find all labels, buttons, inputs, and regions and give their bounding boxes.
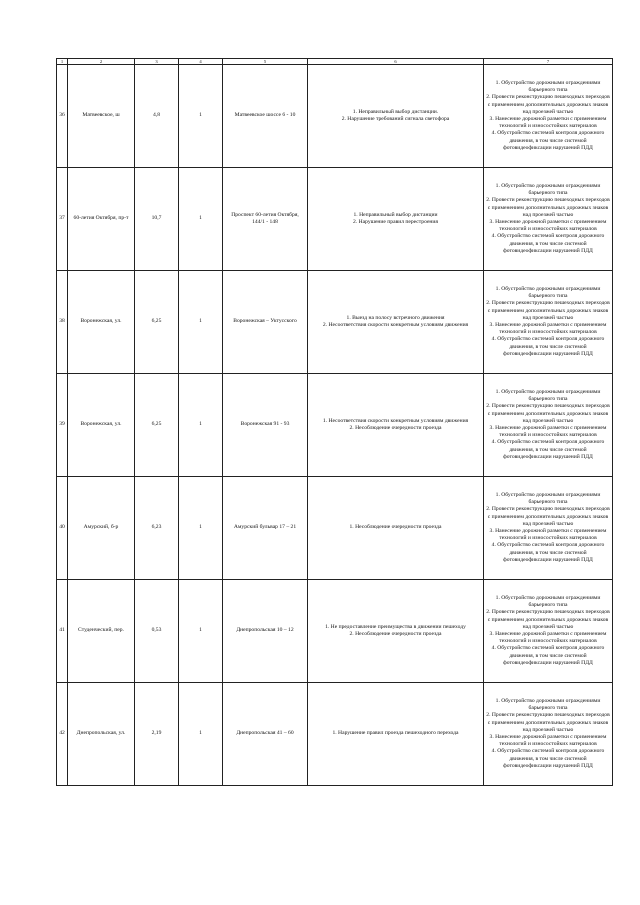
accident-reasons	[308, 580, 484, 683]
table-row	[57, 374, 613, 477]
reason-item: 1. Нарушение правил проезда пешеходного перехода	[332, 730, 459, 737]
accident-reasons	[308, 65, 484, 168]
accident-reasons	[308, 271, 484, 374]
accident-location: Воронежская 91 - 93	[223, 374, 308, 477]
row-number: 36	[57, 65, 68, 168]
measure-item: 2. Провести реконструкцию пешеходных переходов с применением дополнительных дорожных знаков над проезжей частью	[486, 609, 610, 630]
accident-reasons	[308, 477, 484, 580]
reason-item: 2. Несоблюдение очередности проезда	[349, 425, 442, 431]
measure-item: 4. Обустройство системой контроля дорожного движения, в том числе системой фотовидеофиксации нарушений ПДД	[491, 542, 605, 563]
accident-count: 1	[179, 477, 223, 580]
accident-location: Матвеевское шоссе 6 - 10	[223, 65, 308, 168]
street-length: 6,25	[135, 271, 179, 374]
measure-item: 3. Нанесение дорожной разметки с применением технологий и износостойких материалов	[489, 219, 607, 233]
column-number: 4	[179, 59, 223, 65]
accident-count: 1	[179, 271, 223, 374]
row-number: 37	[57, 168, 68, 271]
measure-item: 1. Обустройство дорожными ограждениями барьерного типа	[495, 491, 601, 506]
measure-item: 2. Провести реконструкцию пешеходных переходов с применением дополнительных дорожных знаков над проезжей частью	[486, 712, 610, 733]
table-row	[57, 65, 613, 168]
measure-item: 3. Нанесение дорожной разметки с применением технологий и износостойких материалов	[489, 734, 607, 748]
reason-item: 2. Несоблюдение очередности проезда	[349, 631, 442, 637]
street-length: 10,7	[135, 168, 179, 271]
table-row	[57, 683, 613, 786]
accident-reasons	[308, 683, 484, 786]
street-name: Амурский, б-р	[68, 477, 135, 580]
measure-item: 1. Обустройство дорожными ограждениями барьерного типа	[495, 182, 601, 197]
measure-item: 2. Провести реконструкцию пешеходных переходов с применением дополнительных дорожных знаков над проезжей частью	[486, 197, 610, 218]
street-name: Днепропольская, ул.	[68, 683, 135, 786]
column-number: 2	[68, 59, 135, 65]
measure-item: 4. Обустройство системой контроля дорожного движения, в том числе системой фотовидеофиксации нарушений ПДД	[491, 336, 605, 357]
column-number: 1	[57, 59, 68, 65]
measure-item: 1. Обустройство дорожными ограждениями барьерного типа	[495, 285, 601, 300]
accident-location: Проспект 60-летия Октября, 144/1 - 148	[223, 168, 308, 271]
street-name: Матвеевское, ш	[68, 65, 135, 168]
reason-item: 2. Нарушение требований сигнала светофора	[341, 116, 450, 122]
measure-item: 4. Обустройство системой контроля дорожного движения, в том числе системой фотовидеофиксации нарушений ПДД	[491, 233, 605, 254]
street-length: 0,53	[135, 580, 179, 683]
accident-reasons	[308, 168, 484, 271]
street-name: Студенческий, пер.	[68, 580, 135, 683]
accident-count: 1	[179, 65, 223, 168]
table-row	[57, 477, 613, 580]
street-length: 6,23	[135, 477, 179, 580]
accident-location: Воронежская – Уктусского	[223, 271, 308, 374]
table-row	[57, 168, 613, 271]
planned-measures	[484, 683, 613, 786]
planned-measures	[484, 477, 613, 580]
measure-item: 2. Провести реконструкцию пешеходных переходов с применением дополнительных дорожных знаков над проезжей частью	[486, 300, 610, 321]
column-number: 3	[135, 59, 179, 65]
table-row	[57, 580, 613, 683]
measure-item: 1. Обустройство дорожными ограждениями барьерного типа	[495, 79, 601, 94]
row-number: 38	[57, 271, 68, 374]
measure-item: 3. Нанесение дорожной разметки с применением технологий и износостойких материалов	[489, 425, 607, 439]
street-name: 60-летия Октября, пр-т	[68, 168, 135, 271]
reason-item: 1. Не предоставление преимущества в движении пешеходу	[325, 623, 466, 630]
street-name: Воронежская, ул.	[68, 271, 135, 374]
row-number: 40	[57, 477, 68, 580]
column-number: 6	[308, 59, 484, 65]
measure-item: 1. Обустройство дорожными ограждениями барьерного типа	[495, 388, 601, 403]
measure-item: 4. Обустройство системой контроля дорожного движения, в том числе системой фотовидеофиксации нарушений ПДД	[491, 748, 605, 769]
accident-sites-table	[56, 58, 613, 786]
measure-item: 3. Нанесение дорожной разметки с применением технологий и износостойких материалов	[489, 528, 607, 542]
accident-count: 1	[179, 374, 223, 477]
accident-count: 1	[179, 683, 223, 786]
reason-item: 2. Несоответствия скорости конкретным условиям движения	[322, 322, 469, 328]
reason-item: 1. Выезд на полосу встречного движения	[346, 314, 445, 321]
reason-item: 1. Неправильный выбор дистанции.	[352, 108, 439, 115]
planned-measures	[484, 65, 613, 168]
reason-item: 1. Неправильный выбор дистанции	[353, 211, 438, 218]
measure-item: 2. Провести реконструкцию пешеходных переходов с применением дополнительных дорожных знаков над проезжей частью	[486, 403, 610, 424]
measure-item: 3. Нанесение дорожной разметки с применением технологий и износостойких материалов	[489, 322, 607, 336]
row-number: 42	[57, 683, 68, 786]
row-number: 41	[57, 580, 68, 683]
reason-item: 2. Нарушение правил перестроения	[353, 219, 438, 225]
street-length: 6,25	[135, 374, 179, 477]
accident-location: Днепропольская 10 – 12	[223, 580, 308, 683]
planned-measures	[484, 374, 613, 477]
accident-reasons	[308, 374, 484, 477]
measure-item: 4. Обустройство системой контроля дорожного движения, в том числе системой фотовидеофиксации нарушений ПДД	[491, 130, 605, 151]
accident-count: 1	[179, 168, 223, 271]
column-number: 7	[484, 59, 613, 65]
street-name: Воронежская, ул.	[68, 374, 135, 477]
accident-count: 1	[179, 580, 223, 683]
row-number: 39	[57, 374, 68, 477]
measure-item: 2. Провести реконструкцию пешеходных переходов с применением дополнительных дорожных знаков над проезжей частью	[486, 506, 610, 527]
accident-location: Днепропольская 41 – 60	[223, 683, 308, 786]
measure-item: 4. Обустройство системой контроля дорожного движения, в том числе системой фотовидеофиксации нарушений ПДД	[491, 645, 605, 666]
column-number: 5	[223, 59, 308, 65]
measure-item: 3. Нанесение дорожной разметки с применением технологий и износостойких материалов	[489, 116, 607, 130]
accident-location: Амурский бульвар 17 – 21	[223, 477, 308, 580]
planned-measures	[484, 580, 613, 683]
reason-item: 1. Несоблюдение очередности проезда	[349, 524, 442, 531]
street-length: 4,8	[135, 65, 179, 168]
measure-item: 1. Обустройство дорожными ограждениями барьерного типа	[495, 697, 601, 712]
street-length: 2,19	[135, 683, 179, 786]
planned-measures	[484, 271, 613, 374]
measure-item: 2. Провести реконструкцию пешеходных переходов с применением дополнительных дорожных знаков над проезжей частью	[486, 94, 610, 115]
measure-item: 4. Обустройство системой контроля дорожного движения, в том числе системой фотовидеофиксации нарушений ПДД	[491, 439, 605, 460]
reason-item: 1. Несоответствия скорости конкретным условиям движения	[322, 417, 469, 424]
measure-item: 3. Нанесение дорожной разметки с применением технологий и износостойких материалов	[489, 631, 607, 645]
table-row	[57, 271, 613, 374]
measure-item: 1. Обустройство дорожными ограждениями барьерного типа	[495, 594, 601, 609]
planned-measures	[484, 168, 613, 271]
